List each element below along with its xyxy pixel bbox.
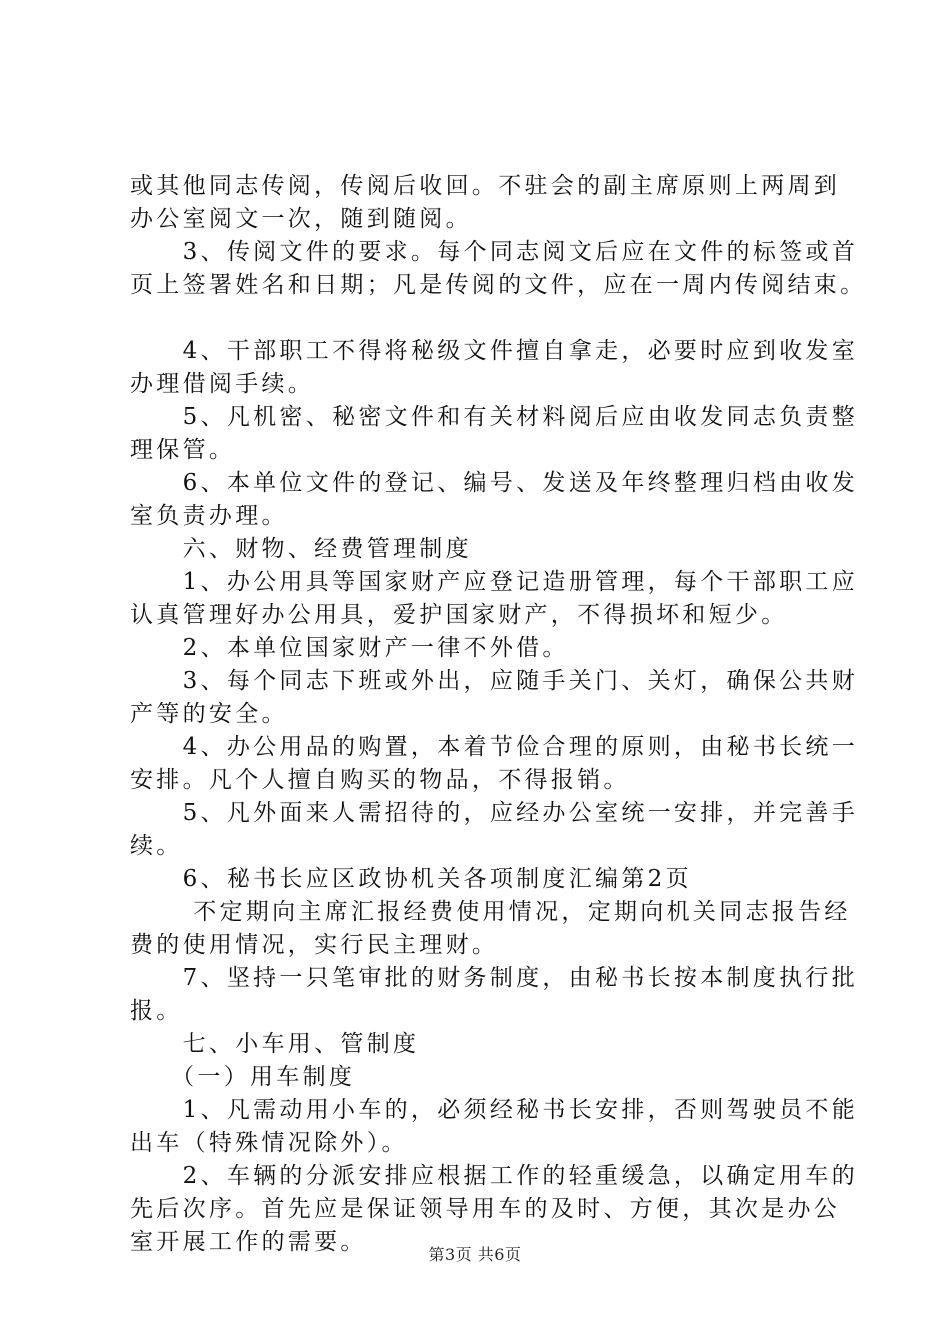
text-line: 理保管。	[130, 437, 236, 463]
text-line: 2、本单位国家财产一律不外借。	[130, 635, 569, 661]
text-line: 六、财物、经费管理制度	[130, 536, 472, 562]
text-line: 七、小车用、管制度	[130, 1031, 420, 1057]
text-line: 安排。凡个人擅自购买的物品，不得报销。	[130, 767, 630, 793]
text-line: 或其他同志传阅，传阅后收回。不驻会的副主席原则上两周到	[130, 173, 841, 199]
text-line: 5、凡机密、秘密文件和有关材料阅后应由收发同志负责整	[130, 404, 859, 430]
blank-line	[130, 302, 850, 335]
text-line: 办理借阅手续。	[130, 371, 315, 397]
text-line: 产等的安全。	[130, 701, 288, 727]
text-line: 5、凡外面来人需招待的，应经办公室统一安排，并完善手	[130, 800, 859, 826]
text-line: 2、车辆的分派安排应根据工作的轻重缓急，以确定用车的	[130, 1163, 859, 1189]
text-line: 费的使用情况，实行民主理财。	[130, 932, 499, 958]
text-line: （一）用车制度	[130, 1064, 356, 1090]
text-line: 3、每个同志下班或外出，应随手关门、关灯，确保公共财	[130, 668, 859, 694]
document-body	[130, 170, 867, 1259]
text-line: 认真管理好办公用具，爱护国家财产，不得损坏和短少。	[130, 602, 788, 628]
text-line: 4、办公用品的购置，本着节俭合理的原则，由秘书长统一	[130, 734, 859, 760]
text-line: 续。	[130, 833, 183, 859]
page-footer: 第3页 共6页	[428, 1245, 522, 1264]
text-line: 4、干部职工不得将秘级文件擅自拿走，必要时应到收发室	[130, 338, 859, 364]
text-line: 出车（特殊情况除外）。	[130, 1130, 408, 1156]
text-line: 不定期向主席汇报经费使用情况，定期向机关同志报告经	[130, 899, 851, 925]
text-line: 1、凡需动用小车的，必须经秘书长安排，否则驾驶员不能	[130, 1097, 859, 1123]
text-line: 先后次序。首先应是保证领导用车的及时、方便，其次是办公	[130, 1196, 841, 1222]
text-line: 办公室阅文一次，随到随阅。	[130, 206, 472, 232]
text-line: 3、传阅文件的要求。每个同志阅文后应在文件的标签或首	[130, 239, 859, 265]
text-line: 7、坚持一只笔审批的财务制度，由秘书长按本制度执行批	[130, 965, 859, 991]
text-line: 1、办公用具等国家财产应登记造册管理，每个干部职工应	[130, 569, 859, 595]
text-line: 页上签署姓名和日期；凡是传阅的文件，应在一周内传阅结束。	[130, 272, 867, 298]
text-line: 6、本单位文件的登记、编号、发送及年终整理归档由收发	[130, 470, 859, 496]
text-line: 室负责办理。	[130, 503, 288, 529]
text-line: 室开展工作的需要。	[130, 1229, 367, 1255]
text-line: 6、秘书长应区政协机关各项制度汇编第2页	[130, 866, 692, 892]
text-line: 报。	[130, 998, 183, 1024]
